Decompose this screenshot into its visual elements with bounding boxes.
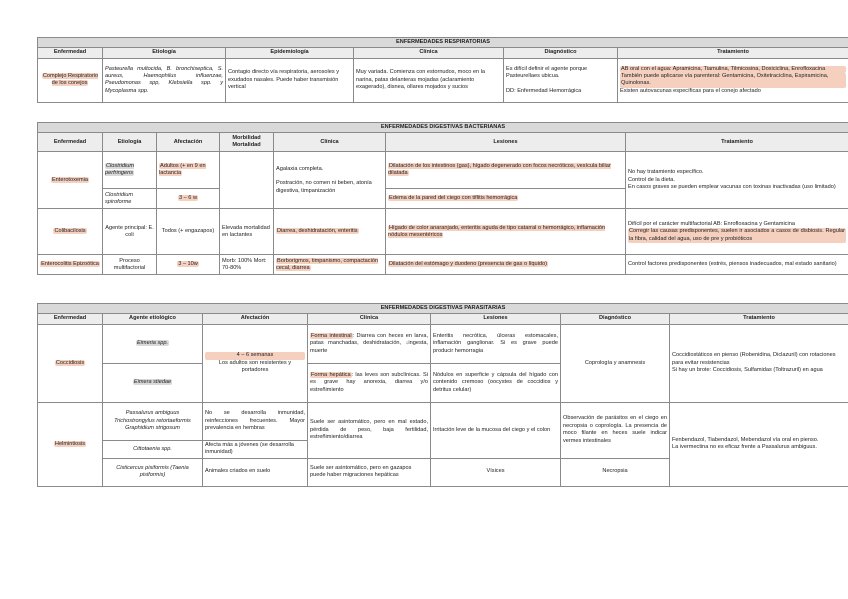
- col-header: Etiología: [103, 48, 226, 58]
- agent-label: Eimeria spp.: [136, 340, 169, 347]
- affection-cell: Animales criados en suelo: [203, 458, 308, 486]
- disease-label: Coccidiosis: [55, 359, 85, 366]
- col-header: Diagnóstico: [561, 314, 670, 324]
- clinical-cell: [274, 209, 386, 255]
- affection-label: 3 – 10w: [178, 261, 198, 268]
- disease-label: Complejo Respiratorio de los conejos: [42, 72, 99, 87]
- lesion-cell: [386, 209, 626, 255]
- etiology-label: Clostridium perfringens: [105, 163, 134, 177]
- agent-label: Eimera stiedae: [133, 379, 172, 386]
- clinical-line: Agalaxia completa.: [276, 165, 324, 172]
- lesion-label: Edema de la pared del ciego con tiflitis hemorrágica: [389, 195, 518, 202]
- lesion-cell: Irritación leve de la mucosa del ciego y el colon: [431, 402, 561, 458]
- etiology-cell: Proceso multifactorial: [103, 255, 157, 275]
- clinical-cell: Muy variada. Comienza con estornudos, moco en la narina, patas delanteras mojadas (aclaramiento exagerado), disnea, ollares mojados y sucios: [354, 58, 504, 102]
- treatment-line: La ivermectina no es eficaz frente a Passalurus ambiguus.: [672, 444, 817, 451]
- col-header: Epidemiología: [226, 48, 354, 58]
- col-header: Tratamiento: [618, 48, 848, 58]
- etiology-cell: [103, 152, 157, 189]
- treatment-line: No hay tratamiento específico.: [628, 169, 704, 176]
- clinical-line: Postración, no comen ni beben, atonía digestiva, timpanización: [276, 180, 372, 194]
- clinical-cell: Suele ser asintomático, pero en mal estado, pérdida de peso, baja fertilidad, estreñimiento/diarrea: [308, 402, 431, 458]
- treatment-line: Difícil por el carácter multifactorial AB: Enrofloxacina y Gentamicina: [628, 220, 795, 227]
- clinical-cell: [274, 255, 386, 275]
- treatment-cell: [618, 58, 848, 102]
- clinical-label: Diarrea, deshidratación, enteritis: [277, 228, 358, 235]
- agent-cell: Cittotaenia spp.: [103, 440, 203, 458]
- etiology-cell: Clostridium spiroforme: [103, 189, 157, 209]
- col-header: Tratamiento: [626, 133, 848, 152]
- affection-label: Adultos (+ en 9 en lactancia: [159, 163, 206, 177]
- treatment-cell: Control factores predisponentes (estrés, piensos inadecuados, mal estado sanitario): [626, 255, 848, 275]
- lesion-label: Dilatación del estómago y duodeno (presencia de gas o líquido): [389, 261, 547, 268]
- etiology-cell: Agente principal: E. coli: [103, 209, 157, 255]
- col-header: Afectación: [203, 314, 308, 324]
- disease-label: Enterocolitis Epizoótica: [41, 261, 99, 268]
- agent-cell: Cisticercus pisiformis (Taenia pisiformis): [103, 458, 203, 486]
- disease-name: [38, 152, 103, 209]
- col-header: Afectación: [157, 133, 220, 152]
- col-header: Tratamiento: [670, 314, 848, 324]
- table-title: ENFERMEDADES DIGESTIVAS BACTERIANAS: [38, 123, 848, 133]
- diagnosis-cell: [504, 58, 618, 102]
- clinical-form: Forma hepática: [311, 371, 351, 378]
- clinical-text: : Diarrea con heces en larva, patas manchadas, deshidratación, ↓ingesta, muerte: [310, 332, 428, 354]
- col-header: Clínica: [274, 133, 386, 152]
- lesion-cell: [386, 255, 626, 275]
- diagnosis-cell: Necropsia: [561, 458, 670, 486]
- treatment-cell: [626, 152, 848, 209]
- diagnosis-cell: Observación de parásitos en el ciego en necropsia o coprología. La presencia de moco filante en heces suele indicar vermes intestinales: [561, 402, 670, 458]
- table-title: ENFERMEDADES DIGESTIVAS PARASITARIAS: [38, 304, 848, 314]
- col-header: Clínica: [308, 314, 431, 324]
- clinical-cell: [308, 324, 431, 363]
- lesion-label: Hígado de color anaranjado, enteritis aguda de tipo catarral o hemorrágico, inflamación nódulos mesentéricos: [388, 224, 606, 238]
- treatment-line: AB oral con el agua: Apramicina, Tiamulina, Tilmicosina, Doxiciclina, Enrofloxacina: [620, 66, 846, 73]
- treatment-line: También puede aplicarse vía parenteral: Gentamicina, Oxitetraciclina, Espiramicina, Quinolonas.: [620, 73, 846, 88]
- agent-cell: [103, 363, 203, 402]
- disease-label: Enterotoxemia: [51, 176, 89, 183]
- col-header: Lesiones: [386, 133, 626, 152]
- col-header: Enfermedad: [38, 48, 103, 58]
- disease-name: [38, 402, 103, 486]
- treatment-cell: [670, 324, 848, 402]
- disease-label: Helmintiosis: [54, 440, 86, 447]
- affection-cell: [203, 324, 308, 402]
- lesion-label: Dilatación de los intestinos (gas), hígado degenerado con focos necróticos, vesícula biliar dilatada: [388, 163, 611, 177]
- morbidity-cell: Elevada mortalidad en lactantes: [220, 209, 274, 255]
- col-header: Enfermedad: [38, 133, 103, 152]
- disease-name: [38, 58, 103, 102]
- col-header: Lesiones: [431, 314, 561, 324]
- clinical-text: : las leves son subclínicas. Si es grave hay anorexia, diarrea y/o estreñimiento: [310, 371, 428, 393]
- col-header: Etiología: [103, 133, 157, 152]
- clinical-label: Borborigmos, timpanismo, compactación cecal, diarrea: [276, 257, 379, 271]
- affection-label: 3 – 6 w: [178, 195, 198, 202]
- affection-cell: [157, 152, 220, 189]
- affection-cell: [157, 255, 220, 275]
- treatment-line: Control de la dieta.: [628, 176, 675, 183]
- treatment-line: Corregir las causas predisponentes, suelen ir asociados a casos de disbiosis. Regular la fibra, calidad del agua, uso de pre y probióticos: [629, 228, 846, 242]
- affection-label: 4 – 6 semanas: [205, 352, 305, 359]
- lesion-cell: Enteritis necrótica, úlceras estomacales, inflamación ganglionar. Si es grave puede producir hemorragia: [431, 324, 561, 363]
- treatment-line: Fenbendazol, Tiabendazol, Mebendazol vía oral en pienso.: [672, 436, 819, 443]
- treatment-line: En casos graves se pueden emplear vacunas con toxinas inactivadas (uso limitado): [628, 184, 836, 191]
- clinical-cell: [274, 152, 386, 209]
- agent-cell: [103, 324, 203, 363]
- affection-cell: [157, 189, 220, 209]
- differential-diagnosis: DD: Enfermedad Hemorrágica: [506, 87, 582, 94]
- affection-cell: Afecta más a jóvenes (se desarrolla inmunidad): [203, 440, 308, 458]
- bacterial-digestive-diseases-table: [37, 122, 848, 275]
- morbidity-cell: [220, 152, 274, 209]
- disease-label: Colibacilosis: [54, 228, 86, 235]
- disease-name: [38, 324, 103, 402]
- col-header: Morbilidad Mortalidad: [220, 133, 274, 152]
- affection-cell: No se desarrolla inmunidad, reinfecciones frecuentes. Mayor prevalencia en hembras: [203, 402, 308, 440]
- col-header: Agente etiológico: [103, 314, 203, 324]
- col-header: Diagnóstico: [504, 48, 618, 58]
- morbidity-cell: Morb: 100% Mort: 70-80%: [220, 255, 274, 275]
- disease-name: [38, 255, 103, 275]
- respiratory-diseases-table: [37, 37, 848, 103]
- clinical-cell: [308, 363, 431, 402]
- epidemiology-cell: Contagio directo vía respiratoria, aerosoles y exudados nasales. Puede haber transmisión vertical: [226, 58, 354, 102]
- treatment-line: Existen autovacunas específicas para el conejo afectado: [620, 87, 761, 94]
- clinical-form: Forma intestinal: [311, 332, 352, 339]
- disease-name: [38, 209, 103, 255]
- clinical-cell: Suele ser asintomático, pero en gazapos puede haber migraciones hepáticas: [308, 458, 431, 486]
- col-header: Clínica: [354, 48, 504, 58]
- diagnosis-text: Es difícil definir el agente porque Pasteurellaes ubicua.: [506, 65, 588, 79]
- diagnosis-cell: Coprología y anamnesis: [561, 324, 670, 402]
- treatment-line: Coccidiostáticos en pienso (Robenidina, Diclazuril) con rotaciones para evitar resistencias: [672, 352, 836, 366]
- treatment-cell: [670, 402, 848, 486]
- lesion-cell: [386, 152, 626, 189]
- lesion-cell: [386, 189, 626, 209]
- col-header: Enfermedad: [38, 314, 103, 324]
- table-title: ENFERMEDADES RESPIRATORIAS: [38, 38, 848, 48]
- treatment-cell: [626, 209, 848, 255]
- agent-cell: Passalurus ambiguus Trichostrongylus retortaeformis Graphidium strigosum: [103, 402, 203, 440]
- affection-text: Los adultos son resistentes y portadores: [218, 359, 292, 374]
- etiology-cell: Pasteurella multocida, B. bronchiseptica, S. aureus, Haemophilus influenzae, Pseudomonas spp, Klebsiella spp. y Mycoplasma spp.: [103, 58, 226, 102]
- treatment-line: Si hay un brote: Coccidiosis, Sulfamidas (Toltrazuril) en agua: [672, 367, 823, 374]
- lesion-cell: Nódulos en superficie y cápsula del hígado con contenido cremoso (oocystes de coccidios y detritus celular): [431, 363, 561, 402]
- lesion-cell: Vísices: [431, 458, 561, 486]
- parasitic-digestive-diseases-table: [37, 303, 848, 487]
- affection-cell: Todos (+ engazapos): [157, 209, 220, 255]
